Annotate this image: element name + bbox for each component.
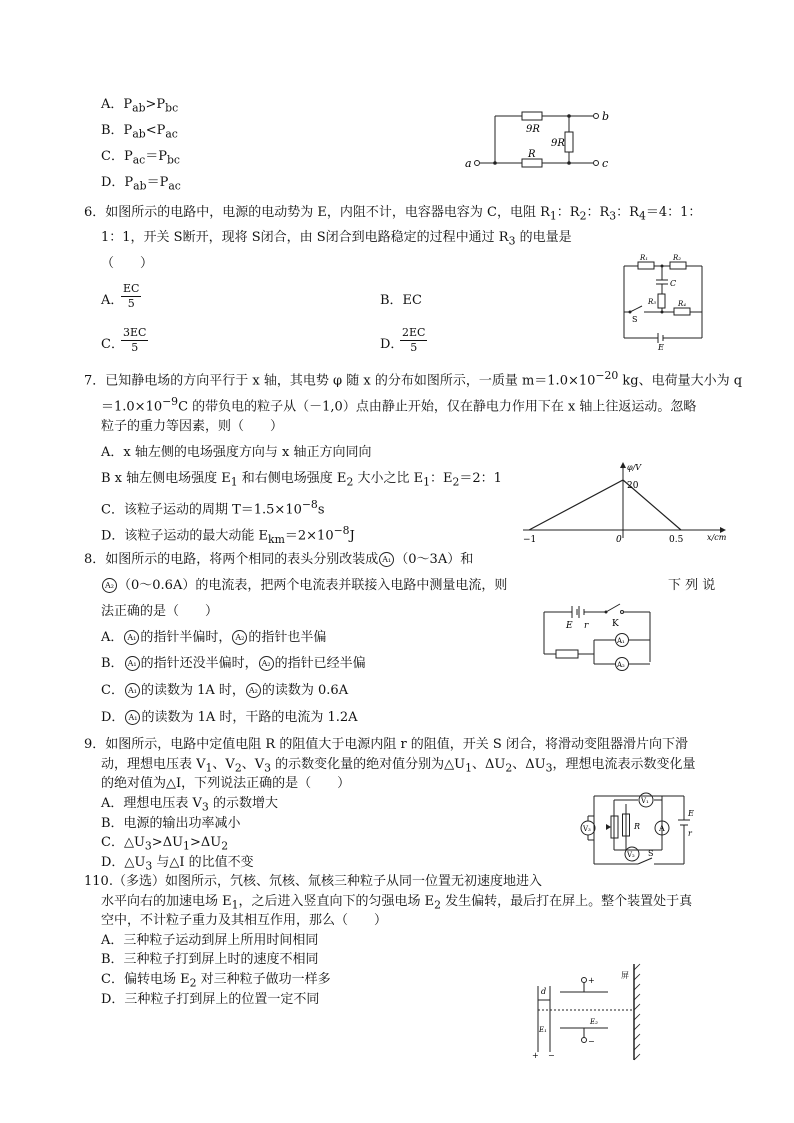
q6-stem-line-1: 6．如图所示的电路中，电源的电动势为 E，内阻不计，电容器电容为 C，电阻 $R_1$：$R_2$：$R_3$：$R_4=4$：1： [84, 205, 702, 223]
q6-option-b: B．EC [380, 293, 422, 308]
q8-stem-line-2b: 下 列 说 [668, 578, 716, 593]
q6-option-a-fraction [121, 282, 141, 311]
q9-label-switch: S [648, 849, 654, 858]
q9-option-c: C．$\triangle U_3>\Delta U_1>\Delta U_2$ [101, 835, 229, 853]
q10-label-screen: 屏 [621, 971, 629, 980]
q7-option-d: D．该粒子运动的最大动能 $E_{km}=2\times 10^{-8}J$ [101, 524, 355, 546]
q7-peak-label: 20 [627, 481, 639, 491]
q6-label-r4: R₄ [678, 300, 687, 308]
q6-option-a-denominator: 5 [127, 297, 135, 310]
q10-option-c: C．偏转电场 $E_2$ 对三种粒子做功一样多 [101, 972, 331, 990]
q8-circuit-diagram [538, 598, 660, 670]
q7-option-c: C．该粒子运动的周期 $T=1.5\times 10^{-8}s$ [101, 498, 325, 518]
q8-stem-line-3: 法正确的是（ ） [101, 604, 219, 619]
q10-option-a: A．三种粒子运动到屏上所用时间相同 [101, 933, 319, 948]
q10-stem-line-2: 水平向右的加速电场 $E_1$，之后进入竖直向下的匀强电场 $E_2$ 发生偏转，最后打在屏上。整个装置处于真 [101, 894, 693, 912]
q10-label-plus-left: + [532, 1051, 539, 1060]
q10-label-e1: E₁ [539, 1026, 547, 1034]
q5-option-a: A．$P_{ab}>P_{bc}$ [101, 97, 179, 115]
q7-option-b: B x 轴左侧电场强度 $E_1$ 和右侧电场强度 $E_2$ 大小之比 $E_1$：$E_2=2$：1 [101, 471, 502, 489]
q6-option-c-denominator: 5 [131, 341, 139, 354]
q5-node-c: c [602, 157, 609, 170]
q7-tick-origin: 0 [616, 535, 622, 545]
q9-stem-line-1: 9．如图所示，电路中定值电阻 R 的阻值大于电源内阻 r 的阻值，开关 S 闭合，将滑动变阻器滑片向下滑 [84, 737, 688, 752]
q6-label-cap: C [670, 279, 677, 288]
q6-label-source: E [658, 343, 664, 352]
q8-option-b: B． A₁ 的指针还没半偏时， A₂ 的指针已经半偏 [101, 656, 366, 671]
q6-label-r1: R₁ [640, 254, 649, 262]
q7-stem-line-1: 7．已知静电场的方向平行于 x 轴，其电势 φ 随 x 的分布如图所示，一质量 $m=1.0\times 10^{-20}$ kg、电荷量大小为 q [84, 369, 743, 389]
q8-label-internal: r [584, 621, 589, 631]
q10-deflection-diagram [528, 958, 648, 1066]
q8-option-a: A． A₁ 的指针半偏时， A₂ 的指针也半偏 [101, 630, 327, 645]
q5-label-r-right: 9R [551, 138, 565, 149]
q8-label-switch: K [612, 619, 619, 629]
q8-stem-line-1: 8．如图所示的电路，将两个相同的表头分别改装成 A₁ （0～3A）和 [84, 552, 474, 567]
q7-tick-left: −1 [523, 535, 537, 545]
q9-label-internal: r [688, 829, 692, 838]
q10-label-minus-bottom: − [588, 1037, 595, 1046]
q7-potential-curve [529, 480, 681, 530]
q6-option-d-fraction [400, 326, 427, 355]
q6-option-d-numerator: 2EC [402, 326, 426, 339]
q9-label-v1: V₁ [641, 797, 649, 805]
q5-option-b: B．$P_{ab}<P_{ac}$ [101, 123, 178, 141]
q6-label-r2: R₂ [673, 254, 682, 262]
q7-stem-line-3: 粒子的重力等因素，则（ ） [101, 419, 284, 434]
q8-label-a2: A₂ [617, 661, 625, 669]
q10-option-b: B．三种粒子打到屏上时的速度不相同 [101, 952, 319, 967]
q6-label-r3: R₃ [648, 298, 657, 306]
q6-stem-line-2: 1：1，开关 S断开，现将 S闭合，由 S闭合到电路稳定的过程中通过 $R_3$ 的电量是 [101, 230, 572, 248]
q5-node-a: a [465, 157, 472, 170]
q9-label-resistor: R [634, 822, 641, 831]
q5-option-d: D．$P_{ab}=P_{ac}$ [101, 175, 181, 193]
q10-label-minus-left: − [548, 1051, 555, 1060]
q8-option-c: C． A₁ 的读数为 1A 时， A₂ 的读数为 0.6A [101, 683, 349, 698]
q5-circuit-diagram [460, 104, 610, 174]
q6-option-a-label: A． [101, 293, 124, 308]
q9-label-v2: V₂ [627, 851, 635, 859]
q5-option-c: C．$P_{ac}=P_{bc}$ [101, 149, 180, 167]
q7-x-axis-label: x/cm [707, 533, 727, 542]
q10-label-e2: E₂ [590, 1018, 598, 1026]
q6-option-d-denominator: 5 [410, 341, 418, 354]
q6-answer-paren: （ ） [101, 256, 154, 271]
q9-label-v3: V₃ [583, 825, 591, 833]
q7-stem-line-2: $=1.0\times 10^{-9}C$ 的带负电的粒子从（－1,0）点由静止开始，仅在静电力作用下在 x 轴上往返运动。忽略 [101, 395, 697, 415]
q6-label-switch: S [632, 315, 638, 324]
q6-option-c-fraction [121, 326, 148, 355]
q5-label-r-bottom: R [528, 149, 536, 160]
q7-option-a: A．x 轴左侧的电场强度方向与 x 轴正方向同向 [101, 445, 372, 460]
q9-stem-line-3: 的绝对值为△I，下列说法正确的是（ ） [101, 776, 351, 791]
q10-stem-line-1: 110.（多选）如图所示，氕核、氘核、氚核三种粒子从同一位置无初速度地进入 [84, 874, 542, 889]
q6-option-c-label: C． [101, 337, 124, 352]
q9-option-a: A．理想电压表 $V_3$ 的示数增大 [101, 796, 278, 814]
q9-circuit-diagram [578, 790, 696, 870]
q6-circuit-diagram [610, 254, 712, 350]
q6-option-a-numerator: EC [123, 282, 140, 295]
q9-option-d: D．$\triangle U_3$ 与△I 的比值不变 [101, 855, 254, 873]
q9-label-source: E [688, 809, 694, 818]
q9-stem-line-2: 动，理想电压表 $V_1$、$V_2$、$V_3$ 的示数变化量的绝对值分别为$\triangle U_1$、$\Delta U_2$、$\Delta U_3$，理想电流表示数变化量 [101, 757, 696, 775]
q9-option-b: B．电源的输出功率减小 [101, 816, 241, 831]
q10-label-plus-top: + [588, 976, 595, 985]
q7-tick-right: 0.5 [669, 535, 684, 545]
q10-option-d: D．三种粒子打到屏上的位置一定不同 [101, 992, 320, 1007]
q7-potential-graph [515, 460, 735, 550]
q5-label-r-top: 9R [526, 124, 540, 135]
q8-label-source: E [566, 621, 573, 631]
q5-node-b: b [602, 110, 610, 123]
q10-label-d: d [541, 987, 547, 996]
q6-option-c-numerator: 3EC [123, 326, 147, 339]
q9-label-ammeter: A [659, 824, 665, 833]
q7-y-axis-label: φ/V [627, 463, 642, 472]
q8-label-a1: A₁ [617, 637, 625, 645]
q10-stem-line-3: 空中，不计粒子重力及其相互作用，那么（ ） [101, 913, 388, 928]
q8-option-d: D． A₁ 的读数为 1A 时，干路的电流为 1.2A [101, 710, 358, 725]
q8-stem-line-2a: A₂ （0～0.6A）的电流表，把两个电流表并联接入电路中测量电流，则 [101, 577, 507, 595]
q6-option-d-label: D． [380, 337, 404, 352]
